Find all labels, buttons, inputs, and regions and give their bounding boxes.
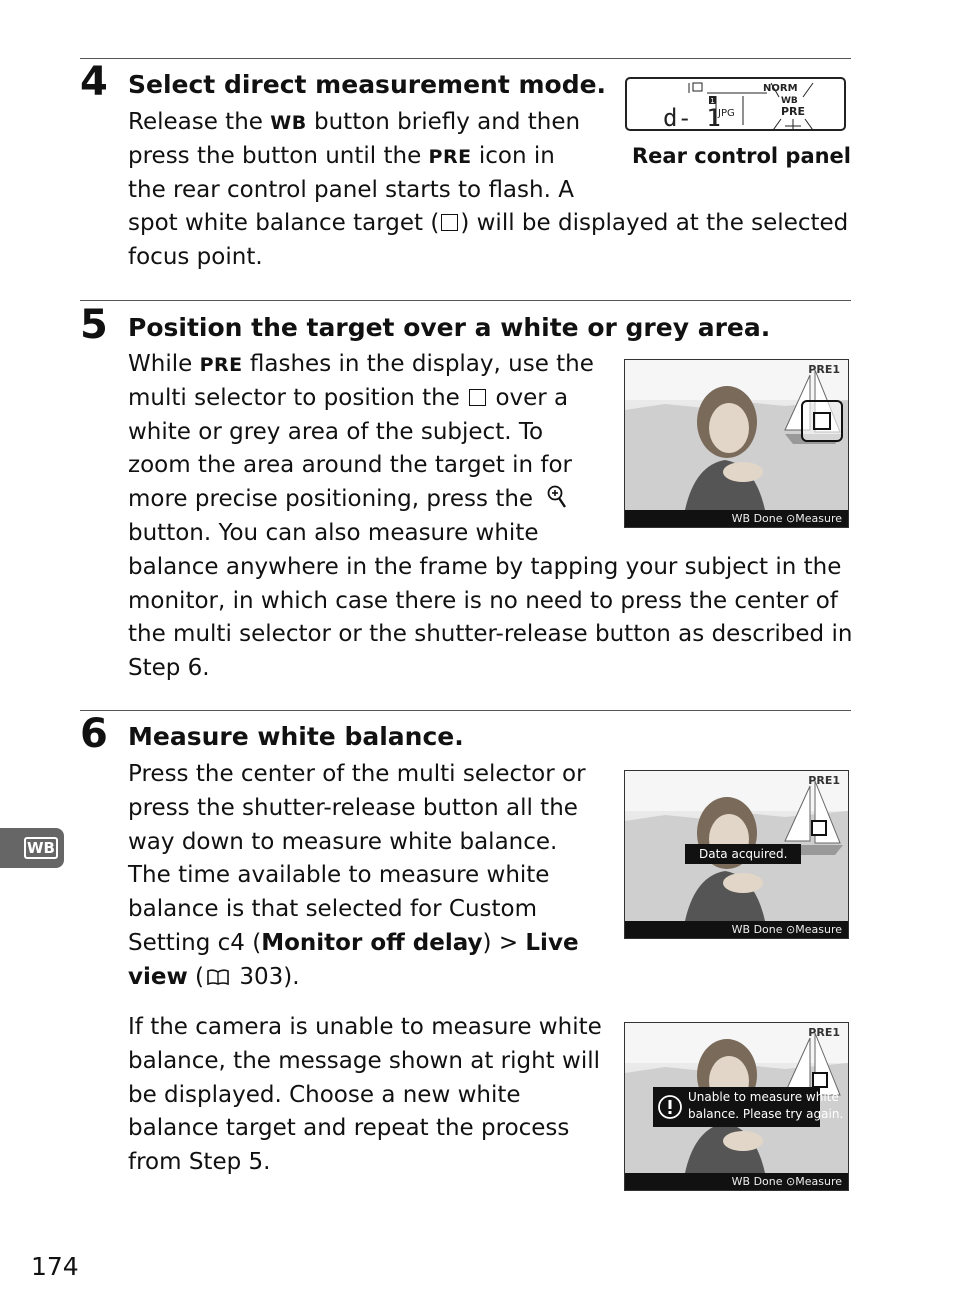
- unable-line1: Unable to measure white: [688, 1090, 839, 1104]
- lcd-pre: PRE: [781, 105, 806, 118]
- book-icon: [206, 968, 230, 986]
- monitor-status-bar: WB Done ⊙Measure: [625, 510, 848, 527]
- step4-number: 4: [80, 59, 108, 105]
- rear-control-panel-caption: Rear control panel: [632, 144, 852, 168]
- lcd-jpg: JPG: [718, 108, 735, 119]
- monitor-status-bar: WB Done ⊙Measure: [625, 1173, 848, 1190]
- monitor-screen-unable: [624, 1022, 849, 1191]
- unable-line2: balance. Please try again.: [688, 1107, 844, 1121]
- target-square-icon: [469, 389, 486, 406]
- step5-number: 5: [80, 302, 108, 348]
- step6-heading: Measure white balance.: [128, 722, 464, 751]
- data-acquired-message: Data acquired.: [685, 844, 801, 864]
- monitor-screen-data-acquired: [624, 770, 849, 939]
- monitor-status-bar: WB Done ⊙Measure: [625, 921, 848, 938]
- wb-tab-icon: WB: [24, 837, 58, 859]
- step5-heading: Position the target over a white or grey area.: [128, 313, 771, 342]
- step6-text: Press the center of the multi selector or press the shutter-release button all the way down to measure white balance. The time available to measure white balance is that selected for Custom Setting c4 (Monitor off delay) > Live view ( 303).: [128, 761, 586, 990]
- step6-number: 6: [80, 711, 108, 757]
- step5-text: While PRE flashes in the display, use the multi selector to position the over a white or grey area of the subject. To zoom the area around the target in for more precise positioning, press the button. You can also measure white balance anywhere in the frame by tapping your subject in the monitor, in which case there is no need to press the center of the multi selector or the shutter-release button as described in Step 6.: [128, 351, 853, 682]
- pre-indicator: PRE1: [808, 1026, 840, 1039]
- monitor-screen-target: [624, 359, 849, 528]
- step6-unable-text: If the camera is unable to measure white balance, the message shown at right will be displayed. Choose a new white balance target and repeat the process from Step 5.: [128, 1014, 602, 1176]
- lcd-num: 1: [710, 97, 715, 105]
- lcd-norm: NORM: [763, 83, 798, 94]
- pre-indicator: PRE1: [808, 774, 840, 787]
- target-box-icon: [801, 400, 843, 442]
- unable-to-measure-message: [653, 1087, 844, 1127]
- target-square-icon: [441, 214, 458, 231]
- lcd-wb: WB: [781, 96, 798, 106]
- page-number: 174: [31, 1252, 79, 1281]
- rule-step5: [80, 300, 851, 301]
- zoom-in-icon: [546, 484, 568, 510]
- pre-indicator: PRE1: [808, 363, 840, 376]
- lcd-digits: d- 1: [663, 104, 721, 129]
- step4-text: Release the WB button briefly and then press the button until the PRE icon in the rear control panel starts to flash. A spot white balance target ( ) will be displayed at the selected focus point.: [128, 109, 849, 271]
- rule-step4: [80, 58, 851, 59]
- rule-step6: [80, 710, 851, 711]
- warning-icon: [657, 1094, 683, 1120]
- step4-heading: Select direct measurement mode.: [128, 70, 607, 99]
- section-tab: [0, 828, 64, 868]
- rear-control-panel-illustration: [625, 77, 846, 131]
